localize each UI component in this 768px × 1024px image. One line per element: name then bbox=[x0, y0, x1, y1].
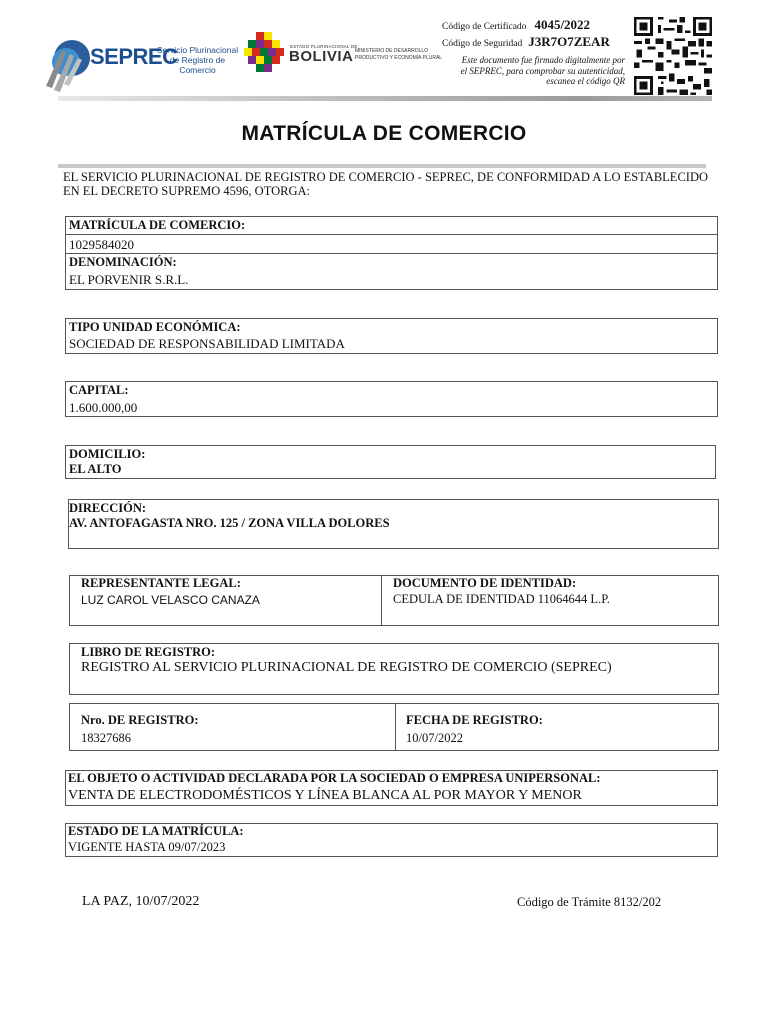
tramite-code: Código de Trámite 8132/202 bbox=[517, 895, 662, 909]
bolivia-emblem-icon bbox=[244, 32, 284, 76]
capital-box bbox=[65, 381, 718, 417]
registro-numero-fecha-box bbox=[69, 703, 719, 751]
capital-value: 1.600.000,00 bbox=[69, 400, 138, 415]
libro-registro-label: LIBRO DE REGISTRO: bbox=[81, 645, 216, 659]
estado-matricula-label: ESTADO DE LA MATRÍCULA: bbox=[68, 824, 244, 838]
documento-label: DOCUMENTO DE IDENTIDAD: bbox=[393, 576, 577, 590]
documento-value: CEDULA DE IDENTIDAD 11064644 L.P. bbox=[393, 592, 610, 606]
security-code-row bbox=[442, 33, 610, 51]
matricula-label: MATRÍCULA DE COMERCIO: bbox=[69, 218, 246, 232]
bolivia-wordmark: BOLIVIA bbox=[289, 48, 354, 65]
ministry-label: MINISTERIO DE DESARROLLO PRODUCTIVO Y ECONOMÍA PLURAL bbox=[355, 48, 443, 61]
certificate-code-value: 4045/2022 bbox=[534, 17, 591, 32]
denominacion-value: EL PORVENIR S.R.L. bbox=[69, 272, 189, 287]
digital-signature-note: Este documento fue firmado digitalmente por el SEPREC, para comprobar su autenticidad, escanea el código QR bbox=[460, 55, 625, 86]
libro-registro-box bbox=[69, 643, 719, 695]
representante-documento-box bbox=[69, 575, 719, 626]
direccion-value: AV. ANTOFAGASTA NRO. 125 / ZONA VILLA DOLORES bbox=[69, 516, 390, 530]
certificate-code-label: Código de Certificado bbox=[442, 22, 527, 32]
matricula-value: 1029584020 bbox=[69, 237, 134, 252]
estado-matricula-value: VIGENTE HASTA 09/07/2023 bbox=[68, 840, 226, 854]
representante-label: REPRESENTANTE LEGAL: bbox=[81, 576, 241, 590]
libro-registro-value: REGISTRO AL SERVICIO PLURINACIONAL DE REGISTRO DE COMERCIO (SEPREC) bbox=[81, 660, 612, 675]
objeto-actividad-box bbox=[65, 770, 718, 806]
tipo-unidad-value: SOCIEDAD DE RESPONSABILIDAD LIMITADA bbox=[69, 336, 345, 351]
place-date: LA PAZ, 10/07/2022 bbox=[82, 894, 200, 909]
denominacion-box bbox=[65, 253, 718, 290]
column-divider bbox=[381, 576, 382, 625]
seprec-subtitle: Servicio Plurinacional de Registro de Comercio bbox=[156, 45, 239, 75]
state-label: ESTADO PLURINACIONAL DE bbox=[290, 44, 358, 49]
estado-matricula-box bbox=[65, 823, 718, 857]
domicilio-box bbox=[65, 445, 716, 479]
column-divider bbox=[395, 704, 396, 750]
domicilio-label: DOMICILIO: bbox=[69, 447, 146, 461]
fecha-registro-value: 10/07/2022 bbox=[406, 731, 463, 745]
security-code-label: Código de Seguridad bbox=[442, 39, 523, 49]
nro-registro-label: Nro. DE REGISTRO: bbox=[81, 713, 199, 727]
certificate-code-row bbox=[442, 16, 590, 34]
intro-paragraph: EL SERVICIO PLURINACIONAL DE REGISTRO DE COMERCIO - SEPREC, DE CONFORMIDAD A LO ESTABLECIDO EN EL DECRETO SUPREMO 4596, OTORGA: bbox=[63, 170, 709, 198]
objeto-actividad-label: EL OBJETO O ACTIVIDAD DECLARADA POR LA SOCIEDAD O EMPRESA UNIPERSONAL: bbox=[68, 771, 601, 785]
tipo-unidad-label: TIPO UNIDAD ECONÓMICA: bbox=[69, 320, 241, 334]
document-title: MATRÍCULA DE COMERCIO bbox=[241, 122, 527, 145]
representante-value: LUZ CAROL VELASCO CANAZA bbox=[81, 593, 260, 607]
fecha-registro-label: FECHA DE REGISTRO: bbox=[406, 713, 543, 727]
matricula-value-box bbox=[65, 234, 718, 254]
denominacion-label: DENOMINACIÓN: bbox=[69, 255, 177, 269]
capital-label: CAPITAL: bbox=[69, 383, 129, 397]
qr-code-icon bbox=[634, 16, 712, 96]
objeto-actividad-value: VENTA DE ELECTRODOMÉSTICOS Y LÍNEA BLANCA AL POR MAYOR Y MENOR bbox=[68, 788, 582, 803]
tipo-unidad-box bbox=[65, 318, 718, 354]
security-code-value: J3R7O7ZEAR bbox=[528, 34, 610, 49]
nro-registro-value: 18327686 bbox=[81, 731, 131, 745]
title-divider bbox=[58, 164, 706, 168]
domicilio-value: EL ALTO bbox=[69, 462, 122, 476]
direccion-label: DIRECCIÓN: bbox=[69, 501, 147, 515]
matricula-label-box bbox=[65, 216, 718, 235]
seprec-wordmark: SEPREC bbox=[90, 44, 178, 69]
seprec-logo-icon bbox=[42, 36, 92, 92]
header-divider bbox=[58, 96, 712, 101]
direccion-box bbox=[68, 499, 719, 549]
